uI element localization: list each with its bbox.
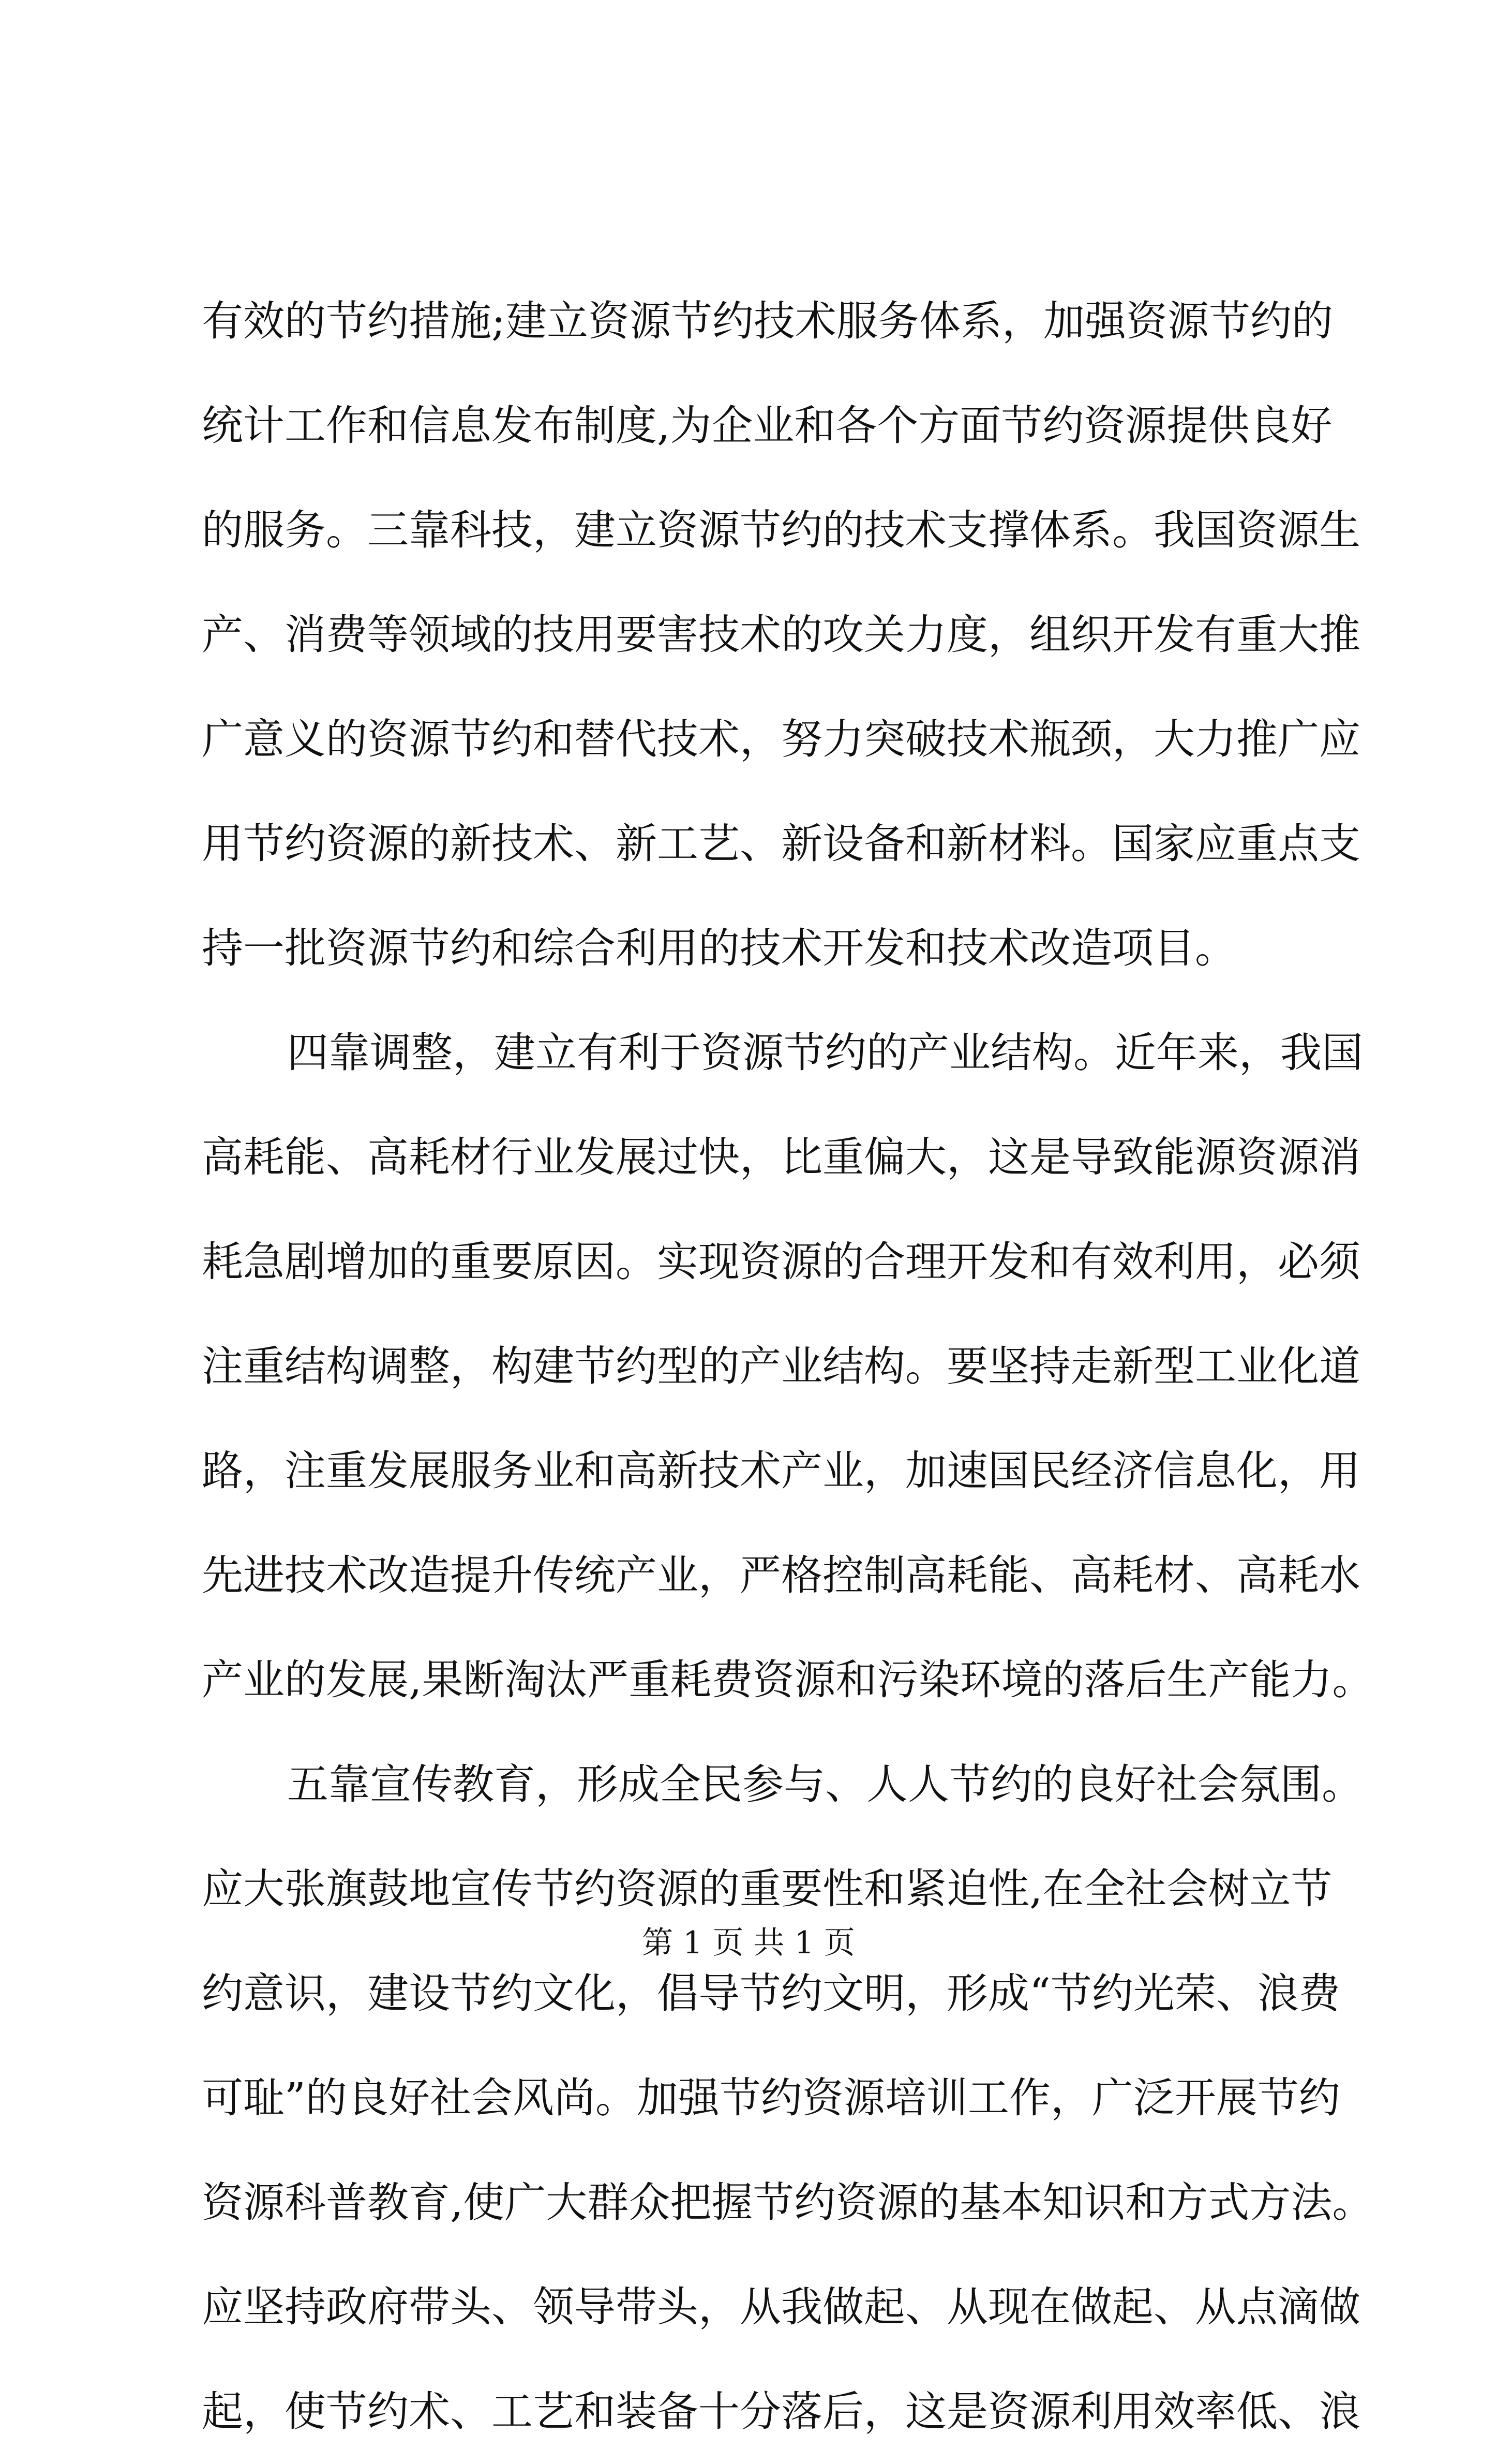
text-line: 资源科普教育,使广大群众把握节约资源的基本知识和方式方法。 [202, 2178, 1374, 2226]
document-body [202, 269, 1374, 2464]
text-line: 持一批资源节约和综合利用的技术开发和技术改造项目。 [202, 924, 1236, 972]
paragraph-first-line: 四靠调整，建立有利于资源节约的产业结构。近年来，我国 [287, 1029, 1363, 1077]
text-line: 高耗能、高耗材行业发展过快，比重偏大，这是导致能源资源消 [202, 1133, 1360, 1181]
text-line: 耗急剧增加的重要原因。实现资源的合理开发和有效利用，必须 [202, 1238, 1360, 1286]
page-number-label: 第 1 页 共 1 页 [642, 1925, 855, 1961]
text-line: 应坚持政府带头、领导带头，从我做起、从现在做起、从点滴做 [202, 2283, 1360, 2331]
text-line: 有效的节约措施;建立资源节约技术服务体系，加强资源节约的 [202, 297, 1333, 345]
text-line: 产业的发展,果断淘汰严重耗费资源和污染环境的落后生产能力。 [202, 1656, 1374, 1704]
text-line: 起，使节约术、工艺和装备十分落后，这是资源利用效率低、浪 [202, 2387, 1360, 2436]
text-line: 广意义的资源节约和替代技术，努力突破技术瓶颈，大力推广应 [202, 715, 1360, 763]
text-line: 注重结构调整，构建节约型的产业结构。要坚持走新型工业化道 [202, 1342, 1360, 1390]
page-footer [0, 1922, 1497, 1964]
text-line: 先进技术改造提升传统产业，严格控制高耗能、高耗材、高耗水 [202, 1551, 1360, 1599]
paragraph-first-line: 五靠宣传教育，形成全民参与、人人节约的良好社会氛围。 [287, 1760, 1363, 1808]
text-line: 路，注重发展服务业和高新技术产业，加速国民经济信息化，用 [202, 1447, 1360, 1495]
text-line: 用节约资源的新技术、新工艺、新设备和新材料。国家应重点支 [202, 820, 1360, 868]
text-line: 产、消费等领域的技用要害技术的攻关力度，组织开发有重大推 [202, 611, 1360, 659]
text-line: 统计工作和信息发布制度,为企业和各个方面节约资源提供良好 [202, 402, 1333, 450]
text-line: 应大张旗鼓地宣传节约资源的重要性和紧迫性,在全社会树立节 [202, 1865, 1333, 1913]
text-line: 的服务。三靠科技，建立资源节约的技术支撑体系。我国资源生 [202, 506, 1360, 554]
text-line: 可耻”的良好社会风尚。加强节约资源培训工作，广泛开展节约 [202, 2074, 1340, 2122]
text-line: 约意识，建设节约文化，倡导节约文明，形成“节约光荣、浪费 [202, 1969, 1340, 2017]
